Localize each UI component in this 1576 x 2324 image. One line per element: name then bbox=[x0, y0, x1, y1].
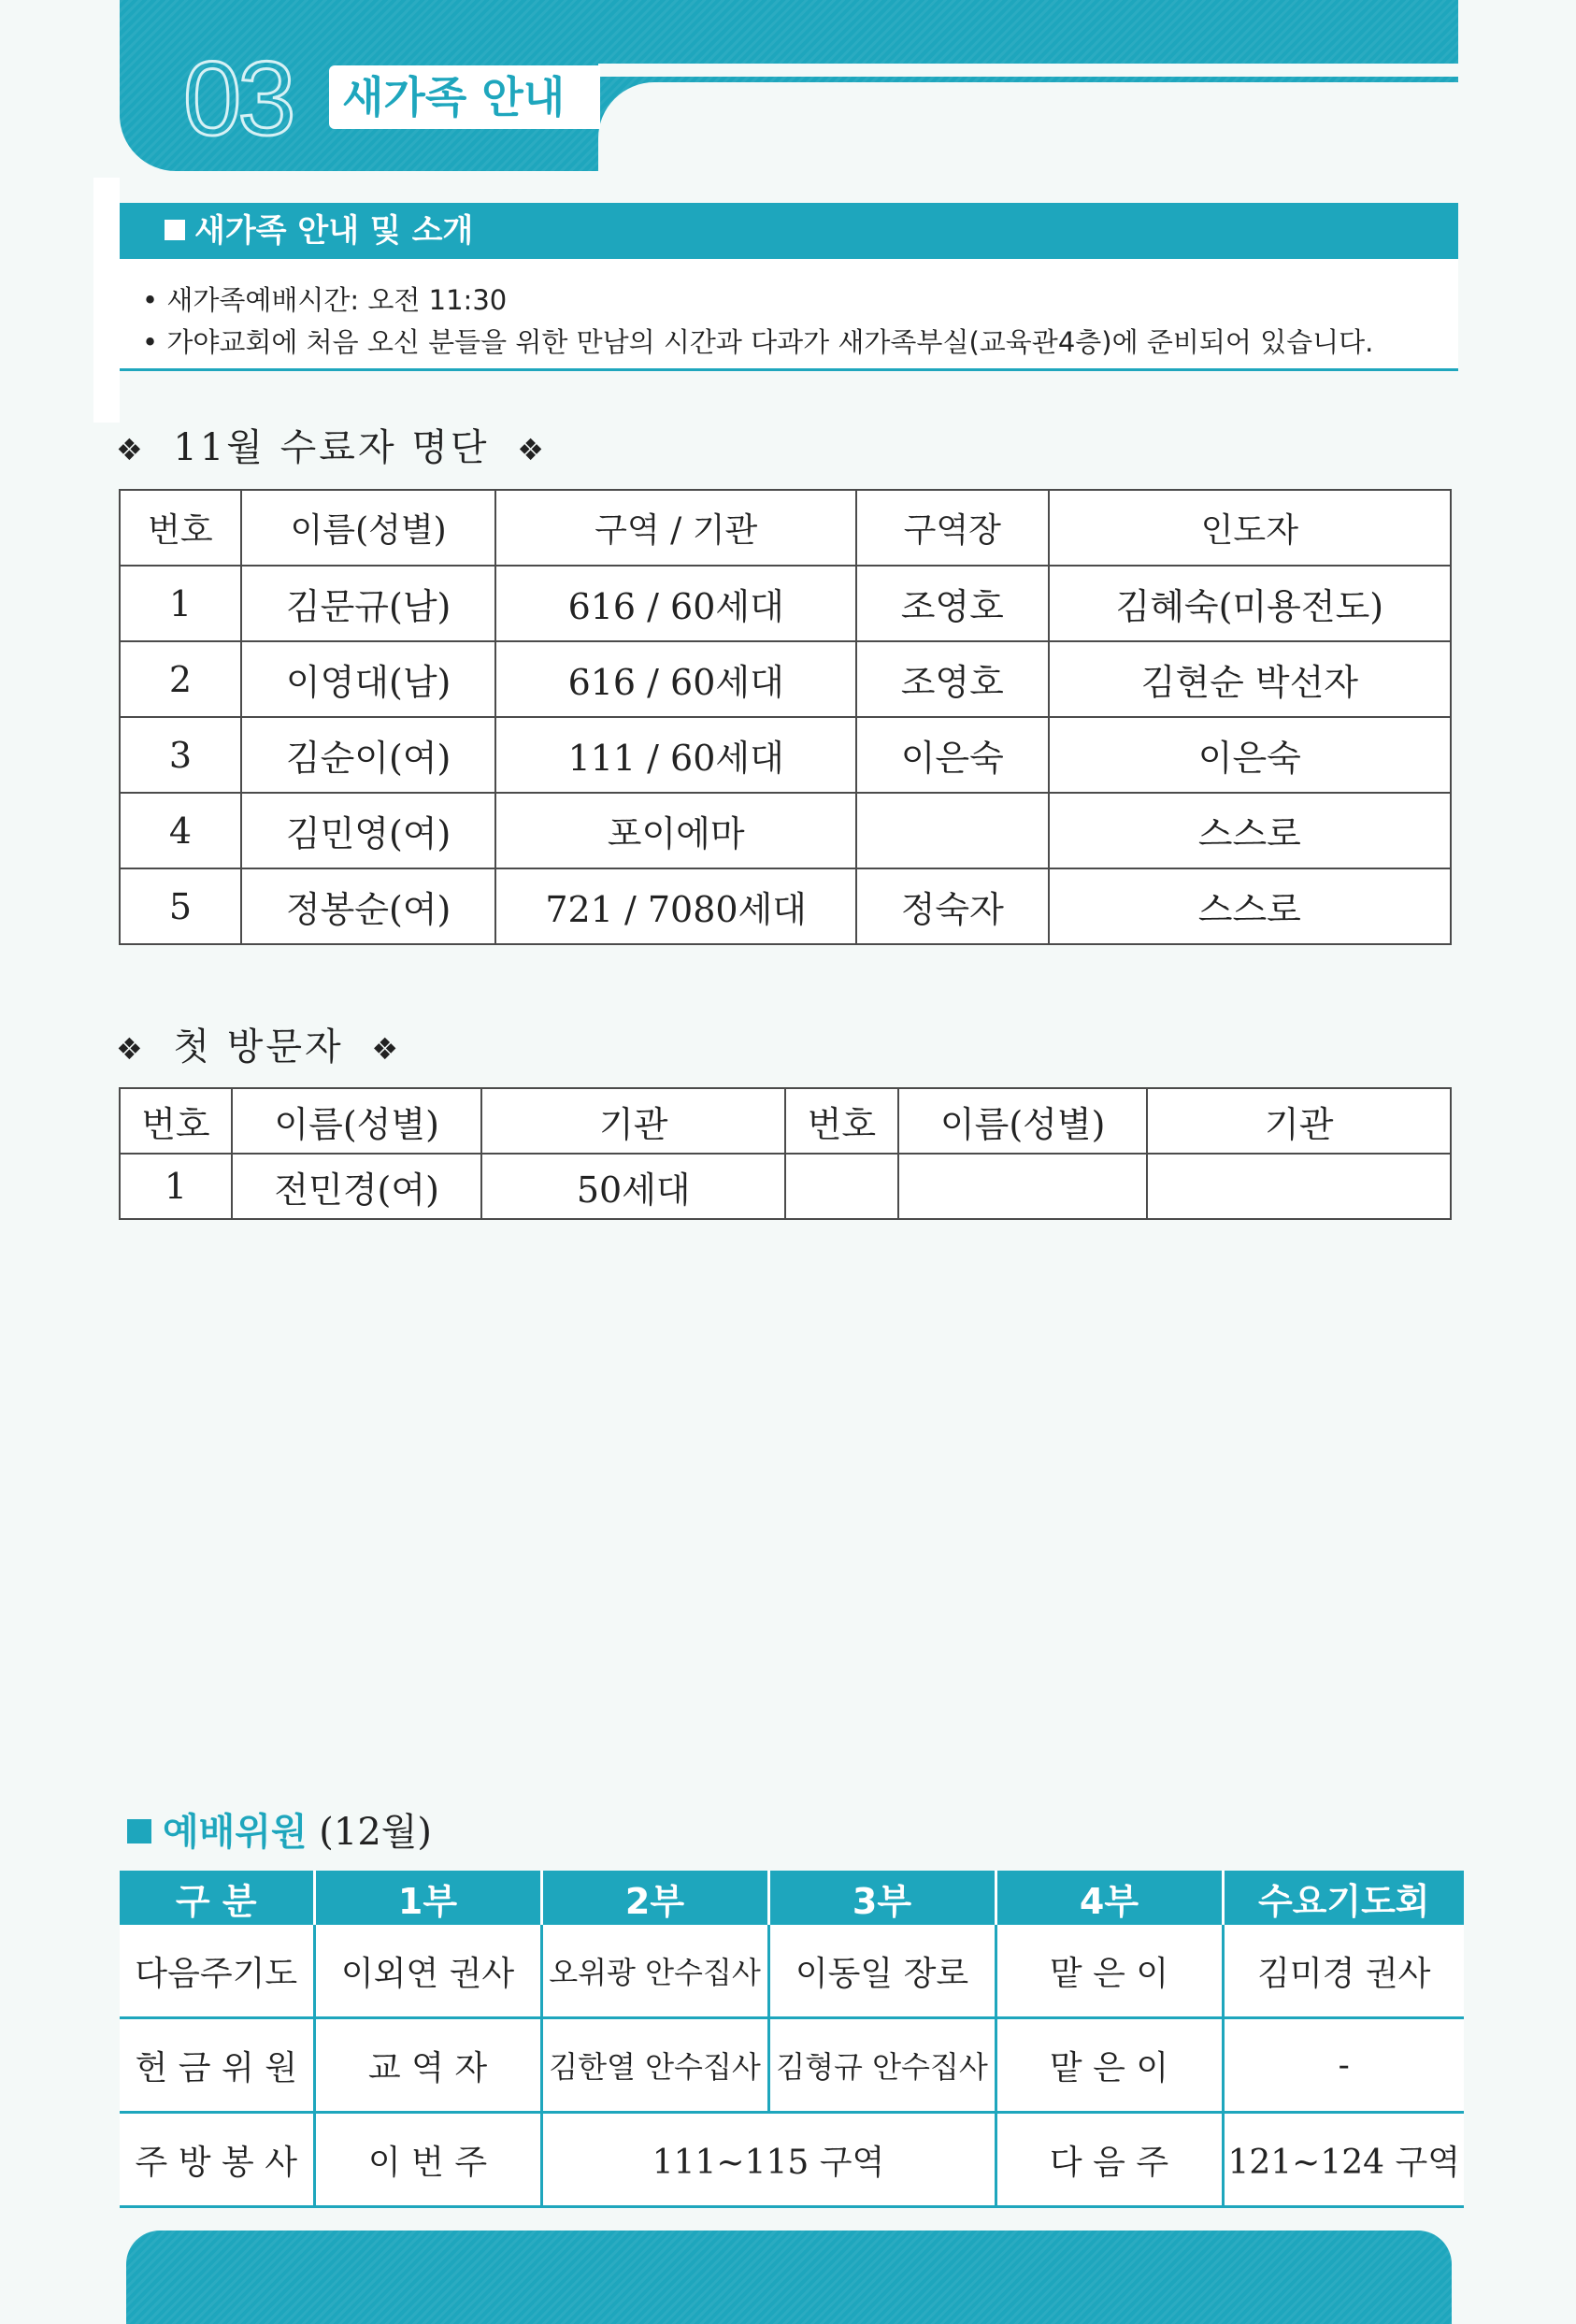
cell-this-week-label: 이 번 주 bbox=[314, 2113, 541, 2207]
cell-guide: 김현순 박선자 bbox=[1049, 641, 1451, 717]
cell-name: 김문규(남) bbox=[241, 566, 496, 641]
graduates-table bbox=[119, 489, 1452, 945]
cell-name: 이영대(남) bbox=[241, 641, 496, 717]
column-header: 번호 bbox=[120, 490, 241, 566]
footer-bar bbox=[126, 2231, 1452, 2324]
diamond-icon: ❖ bbox=[116, 1031, 146, 1067]
worship-month: (12월) bbox=[319, 1811, 433, 1854]
intro-line-time: • 새가족예배시간: 오전 11:30 bbox=[142, 284, 508, 316]
cell-service-3: 김형규 안수집사 bbox=[768, 2018, 996, 2113]
cell-next-week-districts: 121~124 구역 bbox=[1223, 2113, 1464, 2207]
worship-table bbox=[120, 1871, 1464, 2208]
cell-number: 4 bbox=[120, 793, 241, 868]
cell-name bbox=[898, 1154, 1148, 1219]
cell-service-4: 맡 은 이 bbox=[996, 1925, 1223, 2018]
column-header: 3부 bbox=[768, 1871, 996, 1925]
cell-leader: 조영호 bbox=[856, 566, 1049, 641]
cell-wednesday: 김미경 권사 bbox=[1223, 1925, 1464, 2018]
column-header: 번호 bbox=[120, 1088, 232, 1154]
graduates-heading-row bbox=[116, 418, 547, 471]
intro-heading-bar bbox=[120, 203, 1458, 259]
table-row bbox=[120, 2113, 1464, 2207]
diamond-icon: ❖ bbox=[371, 1031, 402, 1067]
table-row bbox=[120, 1154, 1451, 1219]
table-row bbox=[120, 793, 1451, 868]
intro-line-info: • 가야교회에 처음 오신 분들을 위한 만남의 시간과 다과가 새가족부실(교육관4층)에 준비되어 있습니다. bbox=[142, 326, 1374, 358]
cell-this-week-districts: 111~115 구역 bbox=[541, 2113, 996, 2207]
cell-service-4: 맡 은 이 bbox=[996, 2018, 1223, 2113]
cell-service-3: 이동일 장로 bbox=[768, 1925, 996, 2018]
cell-service-1: 교 역 자 bbox=[314, 2018, 541, 2113]
column-header: 구역 / 기관 bbox=[495, 490, 855, 566]
worship-heading: 예배위원 bbox=[163, 1811, 308, 1854]
table-header-row bbox=[120, 1088, 1451, 1154]
diamond-icon: ❖ bbox=[116, 432, 146, 467]
header-cutout bbox=[598, 82, 1458, 171]
cell-leader bbox=[856, 793, 1049, 868]
column-header: 4부 bbox=[996, 1871, 1223, 1925]
table-row bbox=[120, 566, 1451, 641]
column-header: 구역장 bbox=[856, 490, 1049, 566]
table-row bbox=[120, 641, 1451, 717]
intro-accent bbox=[93, 178, 120, 423]
visitors-heading-row bbox=[116, 1017, 401, 1070]
cell-guide: 김혜숙(미용전도) bbox=[1049, 566, 1451, 641]
cell-organization bbox=[1147, 1154, 1451, 1219]
table-row bbox=[120, 868, 1451, 944]
cell-district: 111 / 60세대 bbox=[495, 717, 855, 793]
row-label: 주 방 봉 사 bbox=[120, 2113, 314, 2207]
cell-number: 3 bbox=[120, 717, 241, 793]
cell-name: 정봉순(여) bbox=[241, 868, 496, 944]
table-header-row bbox=[120, 490, 1451, 566]
graduates-heading: 11월 수료자 명단 bbox=[173, 426, 490, 469]
cell-leader: 정숙자 bbox=[856, 868, 1049, 944]
cell-guide: 이은숙 bbox=[1049, 717, 1451, 793]
table-row bbox=[120, 1925, 1464, 2018]
cell-name: 김순이(여) bbox=[241, 717, 496, 793]
intro-heading: 새가족 안내 및 소개 bbox=[194, 212, 474, 250]
visitors-table bbox=[119, 1087, 1452, 1220]
worship-heading-row bbox=[127, 1802, 432, 1856]
cell-name: 전민경(여) bbox=[232, 1154, 482, 1219]
diamond-icon: ❖ bbox=[517, 432, 547, 467]
page-title: 새가족 안내 bbox=[329, 65, 600, 129]
cell-district: 포이에마 bbox=[495, 793, 855, 868]
column-header: 번호 bbox=[785, 1088, 898, 1154]
intro-body bbox=[120, 259, 1458, 371]
cell-next-week-label: 다 음 주 bbox=[996, 2113, 1223, 2207]
cell-wednesday: - bbox=[1223, 2018, 1464, 2113]
cell-number: 5 bbox=[120, 868, 241, 944]
cell-service-1: 이외연 권사 bbox=[314, 1925, 541, 2018]
cell-name: 김민영(여) bbox=[241, 793, 496, 868]
column-header: 이름(성별) bbox=[232, 1088, 482, 1154]
cell-district: 616 / 60세대 bbox=[495, 566, 855, 641]
cell-guide: 스스로 bbox=[1049, 868, 1451, 944]
column-header: 1부 bbox=[314, 1871, 541, 1925]
cell-guide: 스스로 bbox=[1049, 793, 1451, 868]
table-row bbox=[120, 2018, 1464, 2113]
column-header: 기관 bbox=[1147, 1088, 1451, 1154]
visitors-heading: 첫 방문자 bbox=[173, 1026, 344, 1069]
column-header: 구 분 bbox=[120, 1871, 314, 1925]
row-label: 헌 금 위 원 bbox=[120, 2018, 314, 2113]
square-bullet-icon bbox=[165, 220, 185, 240]
cell-service-2: 김한열 안수집사 bbox=[541, 2018, 768, 2113]
column-header: 2부 bbox=[541, 1871, 768, 1925]
column-header: 인도자 bbox=[1049, 490, 1451, 566]
cell-number: 2 bbox=[120, 641, 241, 717]
cell-leader: 조영호 bbox=[856, 641, 1049, 717]
cell-service-2: 오위광 안수집사 bbox=[541, 1925, 768, 2018]
column-header: 이름(성별) bbox=[898, 1088, 1148, 1154]
header-divider bbox=[598, 64, 1458, 77]
cell-district: 616 / 60세대 bbox=[495, 641, 855, 717]
cell-district: 721 / 7080세대 bbox=[495, 868, 855, 944]
cell-organization: 50세대 bbox=[481, 1154, 785, 1219]
table-row bbox=[120, 717, 1451, 793]
column-header: 수요기도회 bbox=[1223, 1871, 1464, 1925]
row-label: 다음주기도 bbox=[120, 1925, 314, 2018]
table-header-row bbox=[120, 1871, 1464, 1925]
cell-number bbox=[785, 1154, 898, 1219]
column-header: 기관 bbox=[481, 1088, 785, 1154]
square-bullet-icon bbox=[127, 1819, 151, 1843]
cell-leader: 이은숙 bbox=[856, 717, 1049, 793]
section-number: 03 bbox=[183, 40, 293, 157]
cell-number: 1 bbox=[120, 1154, 232, 1219]
column-header: 이름(성별) bbox=[241, 490, 496, 566]
cell-number: 1 bbox=[120, 566, 241, 641]
